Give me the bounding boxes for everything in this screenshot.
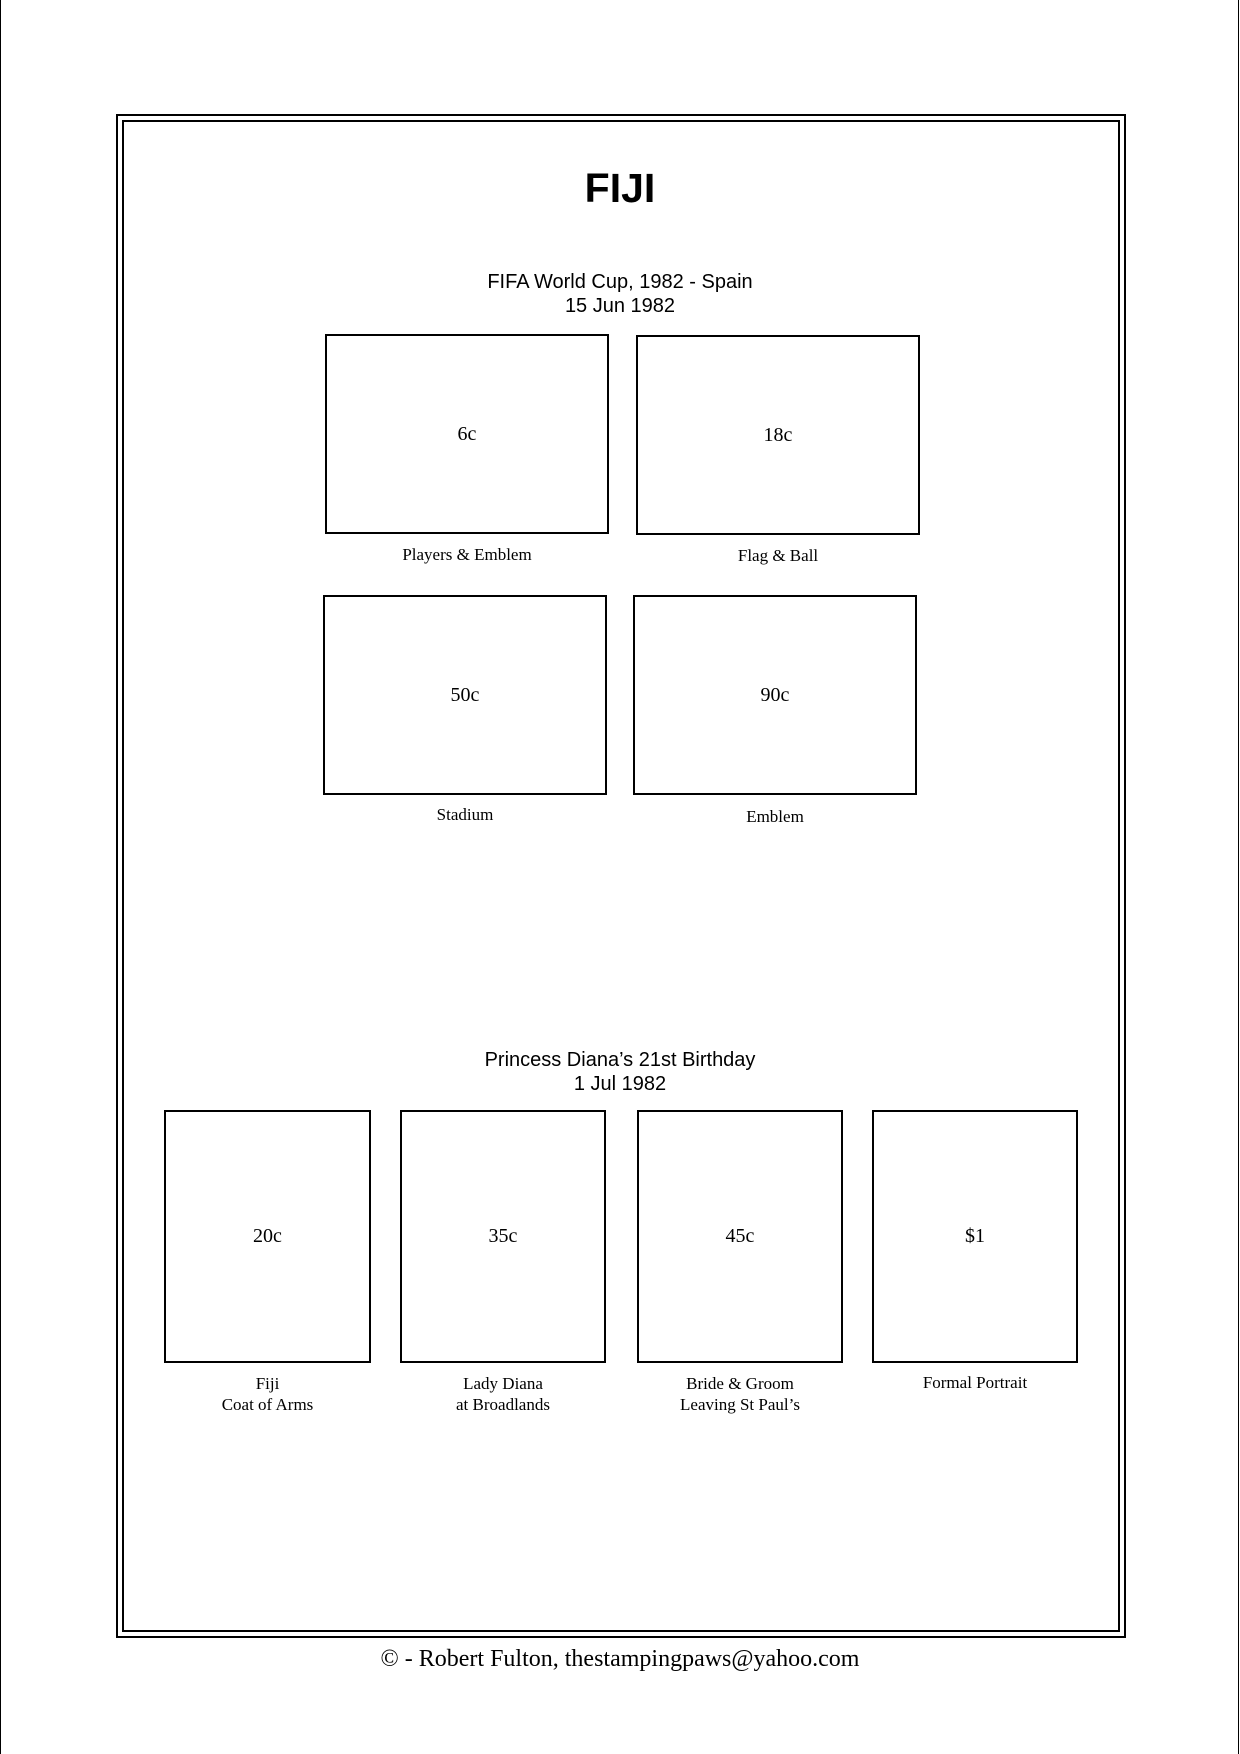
stamp-caption-line: Fiji [255,1374,280,1393]
stamp-space-35c[interactable] [400,1110,606,1363]
stamp-caption [633,806,917,827]
stamp-caption-line: Bride & Groom [686,1374,794,1393]
stamp-caption [872,1372,1078,1393]
stamp-denomination: $1 [965,1225,985,1247]
stamp-caption-line: Stadium [436,805,494,824]
stamp-caption-line: Coat of Arms [221,1395,314,1414]
stamp-denomination: 90c [760,684,790,706]
issue-heading-princess-diana: Princess Diana’s 21st Birthday [484,1049,756,1071]
stamp-space-6c[interactable] [325,334,609,534]
stamp-space-18c[interactable] [636,335,920,535]
issue-heading-world-cup: FIFA World Cup, 1982 - Spain [487,271,753,293]
issue-date-princess-diana: 1 Jul 1982 [573,1073,667,1095]
stamp-space-20c[interactable] [164,1110,371,1363]
stamp-caption-line: Leaving St Paul’s [680,1395,800,1414]
stamp-caption-line: Formal Portrait [922,1373,1028,1392]
stamp-denomination: 6c [457,423,477,445]
stamp-caption-line: Players & Emblem [402,545,532,564]
stamp-denomination: 20c [253,1225,282,1247]
stamp-caption [636,545,920,566]
stamp-caption [637,1373,843,1415]
stamp-space-90c[interactable] [633,595,917,795]
stamp-caption-line: Emblem [746,807,804,826]
stamp-space-45c[interactable] [637,1110,843,1363]
stamp-denomination: 18c [763,424,793,446]
stamp-caption [400,1373,606,1415]
stamp-denomination: 50c [450,684,480,706]
issue-date-world-cup: 15 Jun 1982 [564,295,676,317]
country-title: FIJI [584,165,656,211]
stamp-space-1-dollar[interactable] [872,1110,1078,1363]
stamp-denomination: 45c [725,1225,755,1247]
stamp-caption [323,804,607,825]
stamp-caption-line: at Broadlands [456,1395,550,1414]
copyright-footer: © - Robert Fulton, thestampingpaws@yahoo.com [380,1646,860,1672]
stamp-caption [164,1373,371,1415]
stamp-denomination: 35c [488,1225,518,1247]
stamp-caption-line: Lady Diana [463,1374,543,1393]
stamp-caption [325,544,609,565]
stamp-caption-line: Flag & Ball [737,546,819,565]
stamp-space-50c[interactable] [323,595,607,795]
